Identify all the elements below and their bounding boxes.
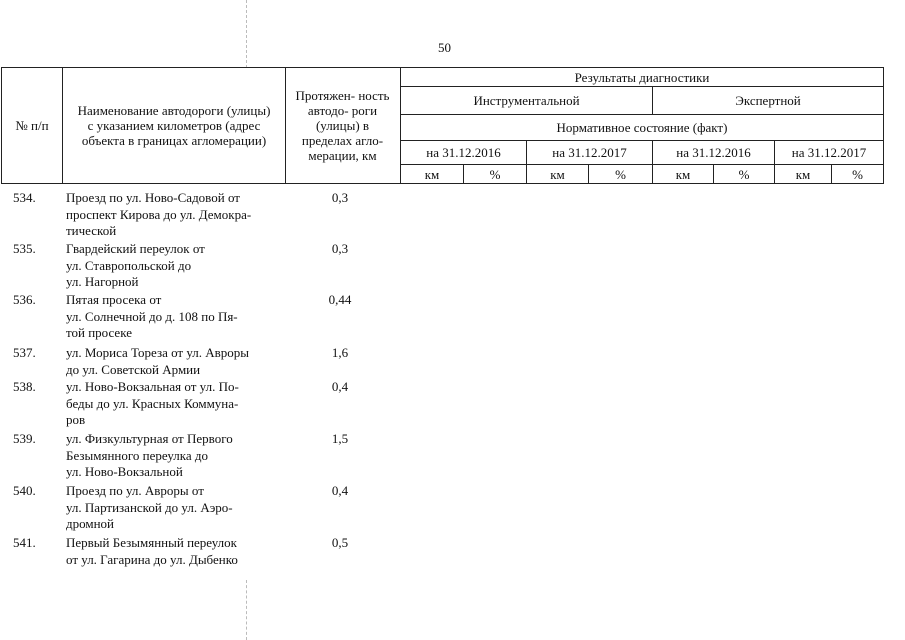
road-name xyxy=(66,241,278,291)
row-number: 537. xyxy=(13,345,36,360)
header-unit: км xyxy=(424,166,440,182)
header-date: на 31.12.2016 xyxy=(426,145,501,160)
road-name-line: проспект Кирова до ул. Демокра- xyxy=(66,206,252,222)
road-length: 0,5 xyxy=(331,535,349,550)
row-number: 540. xyxy=(13,483,36,498)
header-unit: % xyxy=(489,166,501,182)
row-number: 538. xyxy=(13,379,36,394)
road-name-line: беды до ул. Красных Коммуна- xyxy=(66,395,239,411)
road-name-line: ул. Ставропольской до xyxy=(66,257,192,273)
road-name-line: ул. Ново-Вокзальная от ул. По- xyxy=(66,379,239,394)
road-name xyxy=(66,345,278,378)
header-expert: Экспертной xyxy=(735,93,801,108)
road-name-line: Безымянного переулка до xyxy=(66,447,208,463)
road-name xyxy=(66,535,278,568)
header-instrumental: Инструментальной xyxy=(473,93,580,108)
road-length: 0,44 xyxy=(328,292,352,307)
road-name-line: Проезд по ул. Авроры от xyxy=(66,483,204,498)
table-header xyxy=(1,67,884,184)
header-unit: км xyxy=(675,166,691,182)
page-number: 50 xyxy=(438,40,451,55)
road-length: 0,4 xyxy=(331,483,349,498)
header-road-name: Наименование автодороги (улицы) с указанием километров (адрес объекта в границах агломерации) xyxy=(77,103,271,148)
road-name xyxy=(66,190,278,240)
road-name-line: Гвардейский переулок от xyxy=(66,241,205,256)
header-unit: км xyxy=(550,166,565,182)
road-name xyxy=(66,483,278,533)
header-divider xyxy=(62,68,63,183)
row-number: 534. xyxy=(13,190,36,205)
road-name-line: ров xyxy=(66,412,86,427)
header-length: Протяжен- ность автодо- роги (улицы) в пределах агло- мерации, км xyxy=(295,88,390,163)
road-length: 0,3 xyxy=(331,190,349,205)
row-number: 539. xyxy=(13,431,36,446)
header-unit: % xyxy=(738,166,750,182)
road-name-line: ул. Физкультурная от Первого xyxy=(66,431,233,446)
header-unit: км xyxy=(795,166,811,182)
road-length: 1,6 xyxy=(331,345,349,360)
road-name-line: Проезд по ул. Ново-Садовой от xyxy=(66,190,240,205)
header-date: на 31.12.2017 xyxy=(552,145,627,160)
header-unit: % xyxy=(852,166,863,182)
road-name-line: Пятая просека от xyxy=(66,292,162,307)
road-name-line: от ул. Гагарина до ул. Дыбенко xyxy=(66,551,238,567)
road-name-line: ул. Солнечной до д. 108 по Пя- xyxy=(66,308,238,324)
road-name-line: ул. Нагорной xyxy=(66,274,139,289)
road-name-line: ул. Партизанской до ул. Аэро- xyxy=(66,499,233,515)
row-number: 541. xyxy=(13,535,36,550)
header-diagnostics: Результаты диагностики xyxy=(574,69,710,85)
header-num: № п/п xyxy=(15,118,49,133)
header-date: на 31.12.2017 xyxy=(791,145,867,160)
road-length: 1,5 xyxy=(331,431,349,446)
road-name-line: ул. Ново-Вокзальной xyxy=(66,464,183,479)
road-name-line: тической xyxy=(66,223,117,238)
road-name-line: той просеке xyxy=(66,325,132,340)
header-unit: % xyxy=(615,166,626,182)
road-name-line: ул. Мориса Тореза от ул. Авроры xyxy=(66,345,250,360)
road-length: 0,3 xyxy=(331,241,349,256)
road-name-line: до ул. Советской Армии xyxy=(66,361,201,377)
row-number: 535. xyxy=(13,241,36,256)
road-name-line: дромной xyxy=(66,516,115,531)
road-name-line: Первый Безымянный переулок xyxy=(66,535,237,550)
header-normative: Нормативное состояние (факт) xyxy=(556,120,728,135)
header-divider xyxy=(285,68,286,183)
road-name xyxy=(66,292,278,342)
fold-line-top xyxy=(246,0,247,68)
row-number: 536. xyxy=(13,292,36,307)
road-name xyxy=(66,379,278,429)
fold-line-bottom xyxy=(246,580,247,640)
header-date: на 31.12.2016 xyxy=(676,145,751,160)
road-length: 0,4 xyxy=(331,379,349,394)
road-name xyxy=(66,431,278,481)
